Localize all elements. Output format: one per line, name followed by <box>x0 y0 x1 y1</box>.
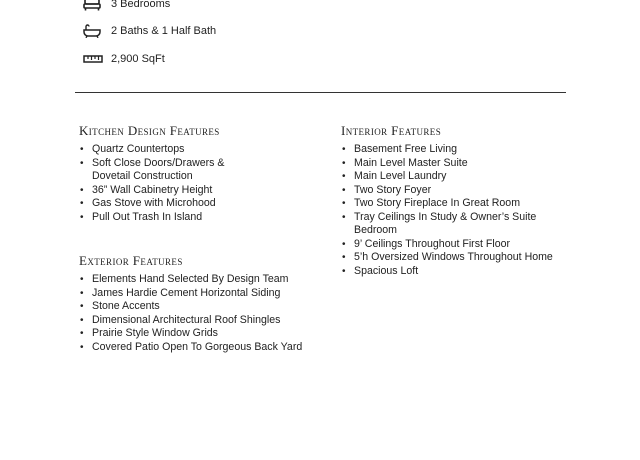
bathtub-icon <box>83 23 103 39</box>
list-item-text: Spacious Loft <box>354 264 419 277</box>
list-item <box>341 184 591 198</box>
bullet: • <box>80 198 84 209</box>
list-item <box>341 143 591 157</box>
section-divider <box>75 92 566 93</box>
list-item <box>79 287 329 301</box>
bullet: • <box>80 211 84 223</box>
list-item <box>79 341 307 355</box>
exterior-features-title: Exterior Features <box>79 253 183 268</box>
list-item-text: Main Level Laundry <box>354 170 447 182</box>
baths-label: 2 Baths & 1 Half Bath <box>111 25 217 37</box>
bullet: • <box>342 198 346 209</box>
list-item-text: 9’ Ceilings Throughout First Floor <box>354 237 511 250</box>
bullet: • <box>80 274 84 285</box>
list-item <box>341 170 591 184</box>
bullet: • <box>80 314 84 326</box>
bullet: • <box>342 211 346 223</box>
list-item-text: Main Level Master Suite <box>354 156 468 169</box>
list-item-text: Pull Out Trash In Island <box>92 210 203 223</box>
interior-features-title: Interior Features <box>341 123 442 138</box>
interior-features-section <box>341 123 591 278</box>
list-item <box>79 273 329 287</box>
bullet: • <box>80 287 84 299</box>
list-item-text: Two Story Foyer <box>354 183 432 196</box>
list-item <box>79 197 329 211</box>
bullet: • <box>342 157 346 169</box>
exterior-features-list <box>79 273 329 354</box>
bullet: • <box>80 301 84 312</box>
ruler-icon <box>83 51 103 67</box>
bullet: • <box>342 171 346 182</box>
list-item <box>341 211 564 238</box>
list-item-text: James Hardie Cement Horizontal Siding <box>92 286 281 299</box>
list-item-text: Stone Accents <box>92 300 160 312</box>
sqft-label: 2,900 SqFt <box>111 53 165 65</box>
bullet: • <box>342 184 346 196</box>
kitchen-features-list <box>79 143 329 224</box>
bullet: • <box>80 341 84 353</box>
kitchen-features-section <box>79 123 329 224</box>
bullet: • <box>342 265 346 277</box>
kitchen-features-title: Kitchen Design Features <box>79 123 220 138</box>
list-item <box>341 157 591 171</box>
bullet: • <box>80 184 84 196</box>
bullet: • <box>342 238 346 250</box>
interior-features-list <box>341 143 591 278</box>
list-item <box>341 251 591 265</box>
list-item-text: Quartz Countertops <box>92 143 185 155</box>
bullet: • <box>342 144 346 155</box>
list-item-text: Basement Free Living <box>354 143 458 155</box>
list-item <box>341 265 591 279</box>
list-item-text: Covered Patio Open To Gorgeous Back Yard <box>92 340 303 353</box>
list-item-text: Soft Close Doors/Drawers & Dovetail Construction <box>92 156 225 182</box>
list-item-text: Two Story Fireplace In Great Room <box>354 197 521 209</box>
bed-icon <box>83 0 103 12</box>
list-item <box>341 197 591 211</box>
list-item <box>79 300 329 314</box>
list-item <box>79 314 329 328</box>
list-item <box>341 238 591 252</box>
list-item <box>79 157 252 184</box>
bullet: • <box>80 157 84 169</box>
list-item-text: Gas Stove with Microhood <box>92 197 216 209</box>
list-item-text: Elements Hand Selected By Design Team <box>92 273 289 285</box>
list-item-text: Dimensional Architectural Roof Shingles <box>92 313 281 326</box>
list-item <box>79 143 329 157</box>
bullet: • <box>80 328 84 339</box>
spec-baths <box>83 21 216 41</box>
list-item-text: 5’h Oversized Windows Throughout Home <box>354 251 553 263</box>
bullet: • <box>80 144 84 155</box>
list-item <box>79 211 329 225</box>
list-item-text: 36” Wall Cabinetry Height <box>92 183 213 196</box>
exterior-features-section <box>79 253 329 354</box>
bullet: • <box>342 252 346 263</box>
spec-sqft <box>83 49 165 69</box>
list-item-text: Prairie Style Window Grids <box>92 327 218 339</box>
list-item <box>79 184 329 198</box>
list-item-text: Tray Ceilings In Study & Owner’s Suite Bedroom <box>354 210 537 236</box>
spec-bedrooms <box>83 0 170 14</box>
bedrooms-label: 3 Bedrooms <box>111 0 171 10</box>
list-item <box>79 327 329 341</box>
